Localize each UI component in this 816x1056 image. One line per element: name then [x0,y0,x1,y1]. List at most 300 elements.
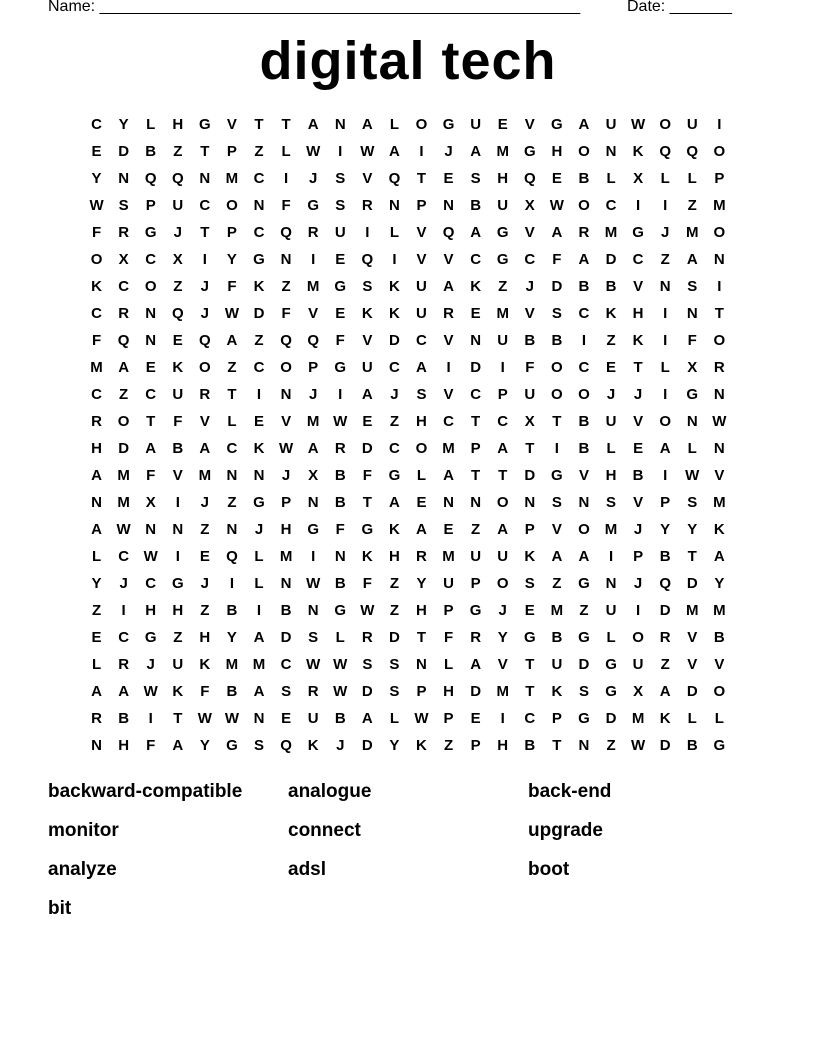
grid-letter: J [633,386,643,403]
grid-letter: A [91,467,102,484]
grid-letter: C [470,386,482,403]
grid-letter: I [311,251,316,268]
grid-letter: D [659,737,671,754]
grid-letter: K [253,278,265,295]
grid-letter: P [226,224,237,241]
grid-letter: G [144,629,157,646]
grid-letter: V [443,332,454,349]
grid-letter: Z [498,278,508,295]
grid-letter: M [631,710,645,727]
word-list-item: bit [48,898,72,919]
grid-letter: D [659,602,671,619]
grid-letter: T [281,116,291,133]
grid-letter: T [525,656,535,673]
word-list-item: adsl [288,859,327,880]
grid-letter: I [148,710,153,727]
grid-letter: Q [171,305,184,322]
grid-letter: X [524,413,535,430]
grid-letter: U [172,197,184,214]
grid-letter: Y [687,521,698,538]
grid-letter: L [714,710,724,727]
grid-letter: N [307,602,319,619]
grid-letter: V [416,251,427,268]
grid-letter: J [281,467,291,484]
grid-letter: M [713,602,726,619]
grid-letter: Z [173,629,183,646]
grid-letter: G [253,251,265,268]
grid-letter: I [175,548,180,565]
grid-letter: B [334,467,346,484]
grid-letter: B [334,575,346,592]
grid-letter: K [605,305,617,322]
grid-letter: C [253,359,265,376]
grid-letter: C [118,548,130,565]
grid-letter: V [281,413,292,430]
grid-letter: I [392,251,397,268]
grid-letter: P [497,386,508,403]
grid-letter: U [605,602,617,619]
grid-letter: N [524,494,536,511]
grid-letter: E [335,305,346,322]
grid-letter: D [578,656,590,673]
grid-letter: L [687,710,697,727]
grid-letter: O [578,521,590,538]
grid-letter: V [524,116,535,133]
grid-letter: S [551,305,562,322]
grid-letter: I [202,251,207,268]
grid-letter: Z [443,737,454,754]
grid-letter: P [443,602,454,619]
grid-letter: N [91,737,102,754]
grid-letter: D [118,143,130,160]
grid-letter: A [497,440,509,457]
grid-letter: G [605,656,617,673]
grid-letter: A [578,116,590,133]
grid-letter: O [144,278,157,295]
grid-letter: O [659,413,672,430]
grid-letter: E [335,251,346,268]
grid-letter: A [253,629,265,646]
grid-letter: B [172,440,184,457]
grid-letter: N [713,386,725,403]
grid-letter: Y [497,629,508,646]
grid-letter: Y [118,116,129,133]
grid-letter: S [281,683,292,700]
grid-letter: A [307,116,319,133]
grid-letter: V [633,494,644,511]
grid-letter: H [605,467,617,484]
grid-letter: Z [389,602,399,619]
grid-letter: W [143,548,158,565]
grid-letter: F [362,575,372,592]
grid-letter: W [333,656,348,673]
grid-letter: G [605,683,617,700]
grid-letter: N [145,332,157,349]
grid-letter: H [145,602,157,619]
grid-letter: R [578,224,590,241]
grid-letter: B [334,494,346,511]
grid-letter: U [307,710,319,727]
grid-letter: D [280,629,292,646]
grid-letter: C [443,413,454,430]
grid-letter: J [173,224,182,241]
grid-letter: M [713,197,726,214]
grid-letter: C [416,332,427,349]
grid-letter: O [578,143,590,160]
grid-letter: M [496,683,509,700]
grid-letter: K [470,278,482,295]
grid-letter: J [525,278,534,295]
grid-letter: C [497,413,509,430]
grid-letter: T [525,440,535,457]
grid-letter: A [361,386,373,403]
grid-letter: V [524,224,535,241]
grid-letter: Q [226,548,238,565]
grid-letter: C [118,629,130,646]
grid-letter: R [334,440,346,457]
grid-letter: W [143,683,158,700]
grid-letter: B [226,602,238,619]
grid-letter: T [471,467,481,484]
grid-letter: E [362,413,373,430]
grid-letter: B [145,143,157,160]
grid-letter: S [118,197,129,214]
word-list-item: analyze [48,859,117,880]
grid-letter: M [117,467,130,484]
grid-letter: G [578,710,590,727]
grid-letter: M [117,494,130,511]
grid-letter: W [197,710,212,727]
grid-letter: J [444,143,453,160]
grid-letter: N [280,575,292,592]
word-list-item: connect [288,820,361,841]
grid-letter: K [632,143,644,160]
grid-letter: F [687,332,697,349]
grid-letter: B [470,197,482,214]
grid-letter: W [685,467,700,484]
grid-letter: D [361,683,373,700]
grid-letter: A [253,683,265,700]
grid-letter: L [91,548,102,565]
grid-letter: V [172,467,183,484]
grid-letter: K [713,521,725,538]
grid-letter: N [307,494,319,511]
grid-letter: V [714,656,725,673]
grid-letter: H [388,548,400,565]
grid-letter: N [253,710,265,727]
grid-letter: K [388,278,400,295]
grid-letter: J [200,575,210,592]
grid-letter: W [333,413,348,430]
grid-letter: K [632,332,644,349]
grid-letter: V [362,170,373,187]
grid-letter: E [551,170,562,187]
grid-letter: T [416,629,427,646]
grid-letter: A [388,143,400,160]
grid-letter: D [388,332,400,349]
grid-letter: M [252,656,266,673]
grid-row [83,408,733,435]
grid-letter: J [200,278,210,295]
page-title: digital tech [259,31,557,91]
grid-letter: T [633,359,643,376]
grid-letter: S [606,494,617,511]
grid-letter: D [253,305,265,322]
grid-row [83,327,733,354]
letter-grid [83,111,733,759]
grid-letter: U [334,224,346,241]
grid-letter: P [281,494,292,511]
grid-letter: W [224,305,240,322]
grid-letter: D [361,737,373,754]
grid-row [83,516,733,543]
grid-letter: E [443,170,454,187]
grid-letter: G [469,602,482,619]
grid-letter: Z [471,521,481,538]
grid-letter: Z [660,251,670,268]
grid-letter: T [552,413,562,430]
grid-letter: W [333,683,348,700]
word-list-item: boot [528,859,570,880]
grid-letter: G [578,575,590,592]
grid-letter: R [470,629,482,646]
grid-letter: O [117,413,130,430]
grid-letter: F [146,467,156,484]
grid-letter: C [524,710,536,727]
grid-letter: F [227,278,237,295]
grid-letter: U [443,575,454,592]
grid-letter: S [687,278,698,295]
grid-letter: D [686,683,698,700]
grid-letter: K [361,305,373,322]
grid-letter: V [362,332,373,349]
grid-letter: P [416,683,427,700]
grid-letter: R [416,548,427,565]
grid-letter: C [578,305,590,322]
grid-letter: Q [361,251,374,268]
grid-letter: E [281,710,292,727]
grid-letter: S [416,386,427,403]
grid-letter: A [416,521,427,538]
grid-letter: V [687,656,698,673]
grid-row [83,705,733,732]
grid-letter: D [361,440,373,457]
grid-letter: I [717,116,722,133]
grid-letter: B [605,278,617,295]
grid-letter: R [199,386,211,403]
grid-letter: Q [117,332,130,349]
grid-letter: I [256,602,262,619]
grid-letter: A [388,494,400,511]
grid-letter: N [443,197,454,214]
grid-letter: W [306,143,321,160]
grid-letter: B [713,629,725,646]
grid-letter: C [91,116,102,133]
grid-letter: K [307,737,319,754]
grid-letter: G [334,278,347,295]
grid-letter: P [470,737,481,754]
grid-letter: D [118,440,130,457]
grid-letter: L [335,629,345,646]
grid-letter: A [118,683,130,700]
grid-letter: T [687,548,697,565]
grid-letter: A [118,359,130,376]
grid-letter: N [334,116,346,133]
grid-letter: C [280,656,292,673]
grid-row [83,138,733,165]
grid-letter: D [605,251,617,268]
grid-letter: A [443,467,454,484]
grid-letter: Z [660,656,670,673]
grid-letter: N [334,548,346,565]
grid-letter: N [145,521,157,538]
grid-letter: H [118,737,130,754]
grid-letter: M [496,143,509,160]
grid-letter: U [470,116,482,133]
grid-letter: S [362,656,373,673]
grid-letter: X [524,197,535,214]
grid-letter: Q [280,737,292,754]
grid-letter: Y [714,575,725,592]
grid-letter: T [498,467,508,484]
grid-letter: K [551,683,563,700]
grid-letter: H [497,170,509,187]
grid-letter: K [659,710,671,727]
grid-letter: T [714,305,724,322]
grid-letter: G [388,467,401,484]
grid-letter: J [336,737,345,754]
grid-letter: F [525,359,535,376]
grid-letter: B [524,737,536,754]
grid-letter: I [338,143,343,160]
grid-letter: W [116,521,131,538]
grid-letter: C [632,251,644,268]
grid-letter: V [199,413,210,430]
grid-letter: N [713,251,725,268]
grid-letter: K [91,278,102,295]
grid-letter: K [524,548,536,565]
grid-letter: M [90,359,103,376]
grid-letter: Z [173,278,183,295]
grid-letter: M [306,413,320,430]
grid-row [83,300,733,327]
grid-letter: V [497,656,508,673]
grid-letter: U [632,656,644,673]
grid-letter: Z [91,602,102,619]
grid-letter: U [416,305,427,322]
grid-letter: Z [606,737,616,754]
grid-letter: B [659,548,671,565]
grid-letter: E [145,359,156,376]
grid-letter: T [146,413,156,430]
grid-letter: Z [389,413,399,430]
grid-letter: Z [227,359,237,376]
grid-letter: W [631,116,646,133]
grid-row [83,165,733,192]
grid-letter: I [365,224,370,241]
grid-letter: F [200,683,210,700]
grid-row [83,381,733,408]
grid-letter: I [636,197,641,214]
grid-letter: O [551,386,563,403]
grid-letter: R [118,656,130,673]
grid-letter: Q [442,224,455,241]
grid-letter: L [146,116,156,133]
grid-letter: M [279,548,293,565]
grid-letter: G [361,521,374,538]
grid-letter: H [416,413,427,430]
grid-letter: U [416,278,427,295]
grid-letter: Q [199,332,211,349]
grid-letter: G [551,116,563,133]
grid-letter: C [470,251,482,268]
word-list [48,779,768,922]
grid-letter: O [551,359,563,376]
grid-letter: V [308,305,319,322]
grid-row [83,435,733,462]
grid-letter: M [225,656,239,673]
grid-letter: V [416,224,427,241]
grid-letter: P [524,521,535,538]
grid-letter: L [606,440,616,457]
grid-letter: B [334,710,346,727]
grid-letter: Z [281,278,291,295]
grid-letter: Y [226,629,237,646]
grid-letter: H [551,143,563,160]
grid-letter: N [605,143,617,160]
grid-letter: I [717,278,722,295]
grid-letter: A [686,251,698,268]
grid-letter: X [633,170,644,187]
grid-letter: C [388,440,400,457]
grid-letter: U [497,332,509,349]
grid-letter: U [470,548,482,565]
grid-letter: I [284,170,289,187]
grid-row [83,651,733,678]
grid-letter: L [227,413,237,430]
grid-letter: E [172,332,183,349]
grid-letter: I [446,359,451,376]
grid-letter: K [172,359,184,376]
grid-letter: N [416,656,427,673]
grid-letter: Z [389,575,399,592]
grid-letter: G [496,224,509,241]
grid-letter: W [306,656,321,673]
grid-letter: A [361,116,373,133]
grid-letter: U [497,197,509,214]
grid-letter: B [280,602,292,619]
grid-letter: L [687,440,697,457]
grid-letter: I [663,305,668,322]
grid-letter: Z [254,143,264,160]
grid-letter: B [578,170,590,187]
grid-letter: Z [227,494,237,511]
grid-letter: C [388,359,400,376]
grid-letter: C [91,386,102,403]
grid-letter: H [91,440,102,457]
grid-letter: G [686,386,699,403]
grid-letter: G [144,224,157,241]
grid-letter: Z [173,143,183,160]
grid-letter: R [361,629,373,646]
grid-letter: Z [200,521,210,538]
grid-letter: F [552,251,562,268]
grid-letter: B [632,467,644,484]
grid-letter: P [443,710,454,727]
grid-letter: T [471,413,481,430]
grid-letter: S [362,278,373,295]
grid-letter: L [606,170,616,187]
